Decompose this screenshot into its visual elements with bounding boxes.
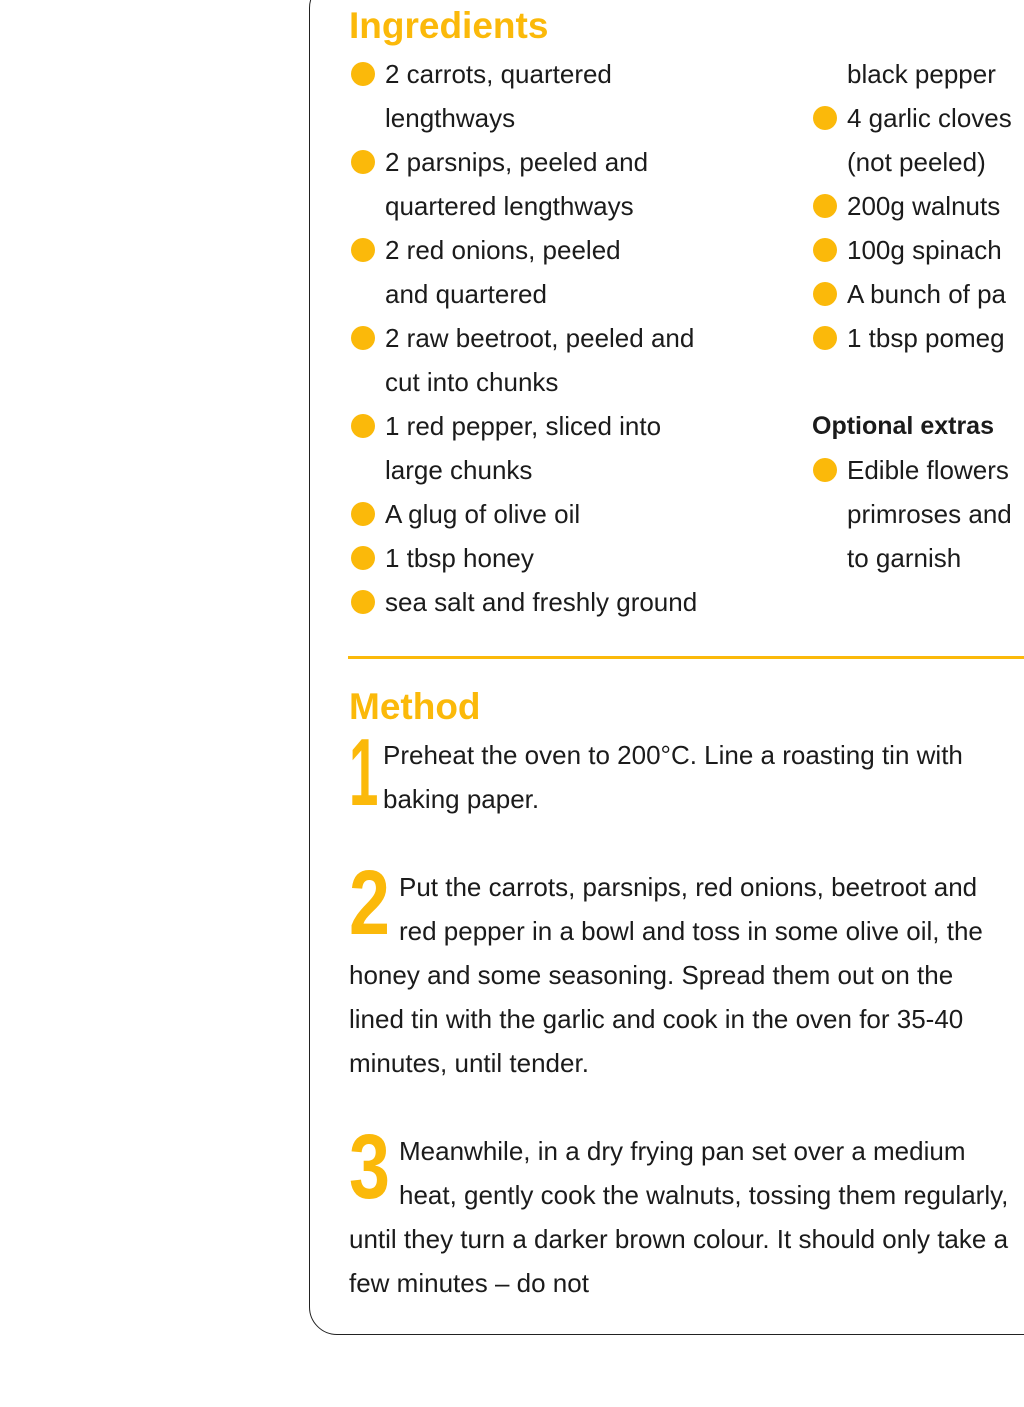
ingredients-list-column-1 bbox=[350, 52, 770, 624]
ingredient-text: 2 red onions, peeled bbox=[385, 235, 621, 265]
step-number: 2 bbox=[349, 852, 390, 954]
step-text: Put the carrots, parsnips, red onions, beetroot and red pepper in a bowl and toss in some olive oil, the honey and some seasoning. Spread them out on the lined tin with the garlic and cook in the oven for 35-40 minutes, until tender. bbox=[349, 872, 983, 1078]
ingredient-item-continuation bbox=[350, 360, 770, 404]
ingredient-item bbox=[350, 580, 770, 624]
ingredient-item-continuation bbox=[812, 140, 1024, 184]
ingredient-item bbox=[350, 316, 770, 360]
bullet-dot-icon bbox=[813, 282, 837, 306]
ingredient-item bbox=[812, 228, 1024, 272]
ingredient-text: 4 garlic cloves bbox=[847, 103, 1012, 133]
bullet-dot-icon bbox=[813, 238, 837, 262]
method-step-3 bbox=[349, 1116, 1009, 1305]
ingredient-text: cut into chunks bbox=[385, 367, 559, 397]
ingredient-text: 2 parsnips, peeled and bbox=[385, 147, 649, 177]
bullet-dot-icon bbox=[813, 326, 837, 350]
ingredient-item-continuation bbox=[812, 536, 1024, 580]
ingredient-item bbox=[812, 96, 1024, 140]
step-number: 1 bbox=[349, 719, 379, 826]
bullet-dot-icon bbox=[351, 590, 375, 614]
ingredient-item-continuation bbox=[812, 492, 1024, 536]
ingredient-text: black pepper bbox=[847, 59, 996, 89]
ingredient-text: 2 raw beetroot, peeled and bbox=[385, 323, 695, 353]
ingredient-text: sea salt and freshly ground bbox=[385, 587, 698, 617]
ingredient-item bbox=[350, 228, 770, 272]
ingredient-item bbox=[812, 316, 1024, 360]
ingredient-item bbox=[812, 184, 1024, 228]
bullet-dot-icon bbox=[351, 546, 375, 570]
step-text: Preheat the oven to 200°C. Line a roasting tin with baking paper. bbox=[383, 740, 963, 814]
ingredient-text: to garnish bbox=[847, 543, 962, 573]
ingredient-item bbox=[350, 536, 770, 580]
ingredient-text: 2 carrots, quartered bbox=[385, 59, 612, 89]
ingredient-text: (not peeled) bbox=[847, 147, 986, 177]
bullet-dot-icon bbox=[351, 238, 375, 262]
ingredient-item bbox=[350, 52, 770, 96]
ingredient-text: Edible flowers bbox=[847, 455, 1009, 485]
ingredient-item-continuation bbox=[350, 96, 770, 140]
bullet-dot-icon bbox=[813, 194, 837, 218]
ingredient-text: 100g spinach bbox=[847, 235, 1002, 265]
ingredient-text: 1 tbsp honey bbox=[385, 543, 534, 573]
ingredients-heading: Ingredients bbox=[349, 5, 549, 46]
bullet-dot-icon bbox=[351, 414, 375, 438]
ingredient-item bbox=[350, 492, 770, 536]
ingredient-text: and quartered bbox=[385, 279, 547, 309]
ingredient-item bbox=[350, 404, 770, 448]
section-divider bbox=[348, 656, 1024, 659]
method-step-2 bbox=[349, 852, 1009, 1085]
bullet-dot-icon bbox=[351, 502, 375, 526]
ingredient-text: primroses and bbox=[847, 499, 1012, 529]
bullet-dot-icon bbox=[351, 150, 375, 174]
ingredient-text: 1 red pepper, sliced into bbox=[385, 411, 662, 441]
step-text: Meanwhile, in a dry frying pan set over a medium heat, gently cook the walnuts, tossing them regularly, until they turn a darker brown colour. It should only take a few minutes – do not bbox=[349, 1136, 1009, 1298]
ingredient-text: A glug of olive oil bbox=[385, 499, 581, 529]
bullet-dot-icon bbox=[813, 106, 837, 130]
ingredient-item bbox=[812, 448, 1024, 492]
ingredient-text: A bunch of pa bbox=[847, 279, 1007, 309]
ingredient-text: lengthways bbox=[385, 103, 516, 133]
step-number: 3 bbox=[349, 1116, 390, 1218]
ingredient-item bbox=[350, 140, 770, 184]
optional-extras-list bbox=[812, 448, 1024, 580]
ingredient-text: 1 tbsp pomeg bbox=[847, 323, 1005, 353]
ingredient-text: quartered lengthways bbox=[385, 191, 634, 221]
ingredient-item-continuation bbox=[350, 184, 770, 228]
bullet-dot-icon bbox=[351, 62, 375, 86]
ingredient-text: large chunks bbox=[385, 455, 533, 485]
ingredient-item-continuation bbox=[812, 52, 1024, 96]
ingredient-item-continuation bbox=[350, 272, 770, 316]
optional-extras-heading: Optional extras bbox=[812, 412, 994, 440]
bullet-dot-icon bbox=[813, 458, 837, 482]
ingredient-item bbox=[812, 272, 1024, 316]
ingredients-list-column-2 bbox=[812, 52, 1024, 360]
ingredient-text: 200g walnuts bbox=[847, 191, 1001, 221]
method-heading: Method bbox=[349, 686, 481, 727]
method-step-1 bbox=[349, 719, 1009, 826]
bullet-dot-icon bbox=[351, 326, 375, 350]
ingredient-item-continuation bbox=[350, 448, 770, 492]
